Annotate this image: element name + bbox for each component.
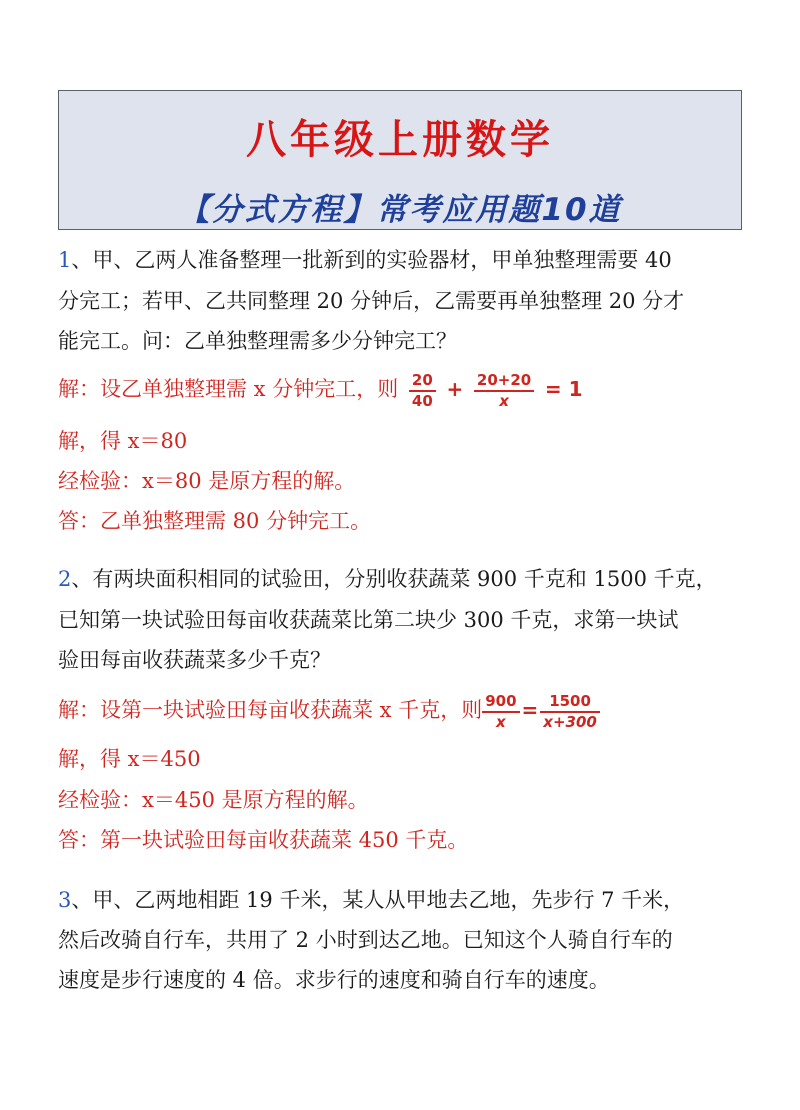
problem-1-result: 解，得 x＝80: [58, 429, 188, 453]
problem-3-line-2: 然后改骑自行车，共用了 2 小时到达乙地。已知这个人骑自行车的: [58, 928, 673, 952]
fraction-3-denominator: x: [496, 712, 506, 731]
problem-1-answer: 答：乙单独整理需 80 分钟完工。: [58, 509, 372, 533]
solution-2-fraction-1: [482, 693, 519, 731]
problem-2-line-1: [58, 561, 717, 597]
solution-1-setup-text: 解：设乙单独整理需 x 分钟完工，则: [58, 377, 399, 401]
problem-2-result: 解，得 x＝450: [58, 747, 201, 771]
fraction-1-denominator: 40: [411, 391, 433, 410]
problem-1-line-1: [58, 242, 672, 278]
solution-1-operator: +: [446, 377, 464, 401]
solution-2-fraction-2: [540, 693, 600, 731]
fraction-2-denominator: x: [499, 391, 509, 410]
problem-2-line-2: 已知第一块试验田每亩收获蔬菜比第二块少 300 千克，求第一块试: [58, 608, 679, 632]
problem-2-check: 经检验：x＝450 是原方程的解。: [58, 788, 369, 812]
solution-2-operator: =: [521, 698, 539, 722]
page-title: 八年级上册数学: [246, 117, 554, 163]
problem-2-answer: 答：第一块试验田每亩收获蔬菜 450 千克。: [58, 828, 469, 852]
problem-1-solution-setup: [58, 371, 583, 410]
fraction-4-numerator: 1500: [540, 693, 600, 713]
page-subtitle: [178, 184, 621, 229]
solution-1-fraction-1: [409, 372, 436, 410]
solution-2-setup-text: 解：设第一块试验田每亩收获蔬菜 x 千克，则: [58, 698, 483, 722]
problem-1-line-3: 能完工。问：乙单独整理需多少分钟完工？: [58, 329, 457, 353]
solution-1-equals: = 1: [544, 377, 583, 401]
problem-1-line-2: 分完工；若甲、乙共同整理 20 分钟后，乙需要再单独整理 20 分才: [58, 289, 685, 313]
problem-1-check: 经检验：x＝80 是原方程的解。: [58, 469, 356, 493]
subtitle-wrap: [0, 184, 800, 229]
problem-1-number: 1: [58, 248, 72, 272]
problem-3-line-3: 速度是步行速度的 4 倍。求步行的速度和骑自行车的速度。: [58, 968, 610, 992]
problem-2-text-1: 、有两块面积相同的试验田，分别收获蔬菜 900 千克和 1500 千克，: [71, 567, 717, 591]
problem-3-line-1: [58, 882, 684, 918]
fraction-3-numerator: 900: [482, 693, 519, 713]
subtitle-text: 【分式方程】常考应用题10道: [178, 192, 622, 228]
problem-3-text-1: 、甲、乙两地相距 19 千米，某人从甲地去乙地，先步行 7 千米，: [71, 888, 685, 912]
problem-2-number: 2: [58, 567, 72, 591]
solution-1-fraction-2: [474, 372, 534, 410]
fraction-1-numerator: 20: [409, 372, 436, 392]
problem-2-solution-setup: [58, 692, 604, 731]
problem-2-line-3: 验田每亩收获蔬菜多少千克？: [58, 648, 331, 672]
problem-1-text-1: 、甲、乙两人准备整理一批新到的实验器材，甲单独整理需要 40: [71, 248, 672, 272]
problem-3-number: 3: [58, 888, 72, 912]
fraction-4-denominator: x+300: [543, 712, 597, 731]
fraction-2-numerator: 20+20: [474, 372, 534, 392]
